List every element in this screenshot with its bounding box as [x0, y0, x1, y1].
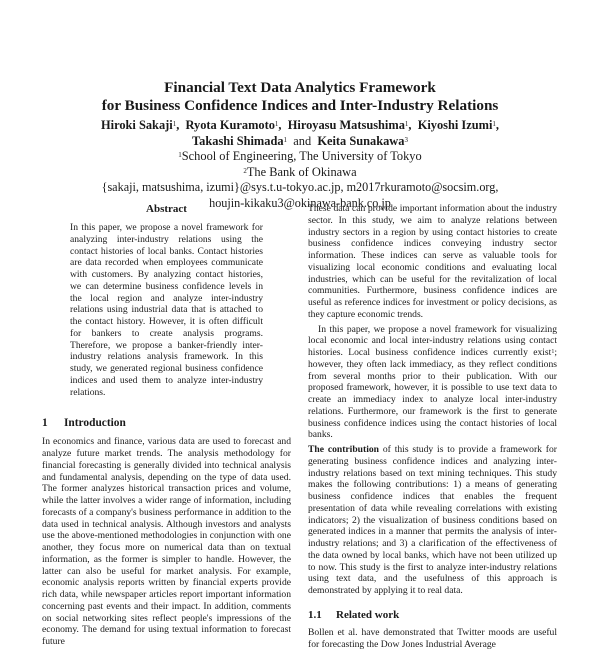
author-separator: , — [408, 118, 412, 132]
paragraph-text: of this study is to provide a framework for generating business confidence indices and analyzing inter-industry relations based on text mining techniques. This study makes the following contributions: 1) a means of generating business confidence indices that enables the frequent presentation of data while revealing correlations with existing indicators; 2) the visualization of business conditions based on generated indices in a manner that permits the analysis of inter-industry relations; and 3) a clarification of the effectiveness of the data owned by local banks, which have not been utilized up to now. This study is the first to analyze inter-industry relations using text data, and the usefulness of this approach is demonstrated by applying it to real data. — [308, 444, 557, 596]
subsection-number: 1.1 — [308, 608, 322, 621]
author-list — [0, 117, 600, 149]
author-name: Hiroki Sakaji — [100, 118, 173, 132]
affiliation-text: School of Engineering, The University of Tokyo — [181, 149, 422, 163]
author-name: Kiyoshi Izumi — [417, 118, 493, 132]
author-separator: , — [278, 118, 282, 132]
introduction-paragraph-1-continued: These data can provide important information about the industry sector. In this study, we aim to analyze relations between industry sectors in a region by using contact histories to create business confidence indices conveying industry sector information. These indices can serve as valuable tools for visualizing local economic conditions and evaluating local industries, which can be useful for the revitalization of local communities. Furthermore, business confidence indices are useful as reference indices for investment or policy decisions, as they capture economic trends. — [308, 203, 557, 320]
title-line-1: Financial Text Data Analytics Framework — [164, 79, 436, 96]
subsection-heading-related-work — [308, 608, 557, 622]
paragraph-text: In this paper, we propose a novel framework for visualizing local economic and local inter-industry relations using contact histories. Local business confidence indices currently exist — [308, 323, 557, 358]
section-number: 1 — [42, 417, 48, 430]
affil-mark: 1 — [178, 151, 182, 159]
paper-header — [0, 79, 600, 211]
affil-mark: 2 — [243, 166, 247, 175]
affiliation-2 — [0, 165, 600, 181]
author-name: Ryota Kuramoto — [185, 118, 275, 132]
affil-mark: 1 — [492, 120, 496, 128]
affil-mark: 1 — [404, 120, 409, 128]
affil-mark: 3 — [404, 136, 408, 144]
section-heading-introduction — [42, 416, 291, 430]
subsection-title: Related work — [336, 608, 400, 621]
right-column — [308, 203, 557, 650]
authors-line-1 — [0, 117, 600, 133]
introduction-paragraph-2 — [308, 324, 557, 442]
affil-mark: 1 — [274, 120, 279, 128]
contribution-paragraph — [308, 444, 557, 597]
introduction-paragraph-1: In economics and finance, various data are used to forecast and analyze future market trends. The analysis methodology for financial forecasting is generally divided into technical analysis and fundamental analysis, depending on the type of data used. The former analyzes historical transaction prices and volume, while the latter involves a wider range of information, including forecasts of a company's business performance in addition to the data used in technical analysis. Although investors and analysts use the above-mentioned methodologies in conjunction with one another, they focus more on numerical data than on textual information, as the former is simpler to handle. However, the latter can also be useful for market analysis. For example, economic analysis reports written by financial experts provide rich data, while newspaper articles report important information concerning past events and their impact. In addition, comments on social networking sites reflect people's impressions of the economy. The demand for using textual information to forecast future — [42, 436, 291, 647]
abstract-body: In this paper, we propose a novel framework for analyzing inter-industry relations using the contact histories of local banks. Contact histories are data recorded when employees communicate with customers. By analyzing contact histories, we can determine business confidence levels in the local region and analyze inter-industry relations using industrial data that is attached to the contact history. However, it is often difficult for bankers to create analysis programs. Therefore, we propose a banker-friendly inter-industry relations analysis framework. In this study, we generated regional business confidence indices and used them to analyze inter-industry relations. — [70, 222, 263, 398]
email-line-2: houjin-kikaku3@okinawa-bank.co.jp — [209, 195, 391, 210]
author-separator: , — [176, 118, 180, 132]
title-line-2: for Business Confidence Indices and Inter-Industry Relations — [101, 97, 499, 114]
affiliation-text: The Bank of Okinawa — [246, 164, 357, 179]
related-work-paragraph-1: Bollen et al. have demonstrated that Twitter moods are useful for forecasting the Dow Jones Industrial Average — [308, 626, 557, 650]
author-separator: , — [495, 118, 500, 132]
authors-line-2 — [0, 133, 600, 149]
authors-and: and — [293, 134, 312, 148]
affil-mark: 1 — [283, 136, 288, 144]
author-name: Hiroyasu Matsushima — [287, 118, 405, 132]
paper-title — [0, 79, 600, 115]
abstract-heading: Abstract — [146, 203, 187, 215]
footnote-marker[interactable]: 1 — [551, 349, 555, 355]
author-name: Takashi Shimada — [192, 134, 284, 148]
section-title: Introduction — [64, 417, 126, 430]
paragraph-text: ; however, they often lack immediacy, as they reflect conditions from several months prior to their publication. With our proposed framework, however, it is possible to use text data to create an immediacy index to analyze local inter-industry relations. Furthermore, our framework is the first to generate business confidence indices using the contact histories of local banks. — [308, 347, 557, 441]
affil-mark: 1 — [172, 120, 177, 128]
left-column — [42, 203, 291, 648]
affiliation-1 — [0, 149, 600, 165]
contribution-lead: The contribution — [308, 444, 380, 455]
email-line-1: {sakaji, matsushima, izumi}@sys.t.u-tokyo.ac.jp, m2017rkuramoto@socsim.org, — [101, 180, 499, 194]
author-name: Keita Sunakawa — [317, 134, 405, 148]
